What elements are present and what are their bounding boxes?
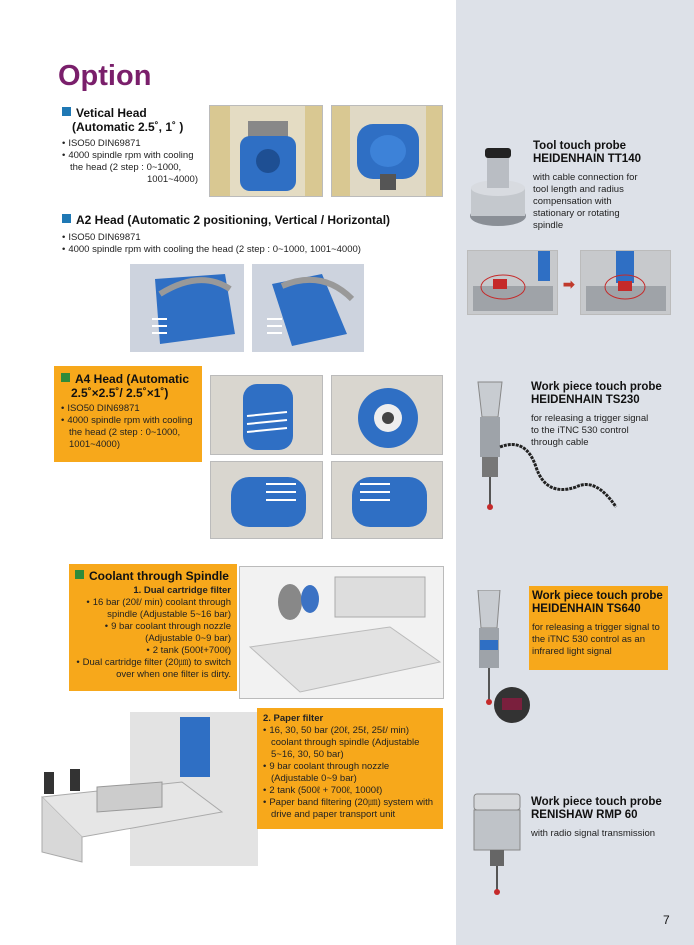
- tt140-info: Tool touch probe HEIDENHAIN TT140 with cable connection for tool length and radius compensation with stationary or rotating spindle: [533, 140, 683, 232]
- tt140-probe-icon: [465, 138, 531, 230]
- paper-filter-section: 2. Paper filter • 16, 30, 50 bar (20ℓ, 25ℓ, 25ℓ/ min) coolant through spindle (Adjustable 5~16, 30, 50 bar) • 9 bar coolant through nozzle (Adjustable 0~9 bar) • 2 tank (500ℓ + 700ℓ, 1000ℓ) • Paper band filtering (20㎛) system with drive and paper transport unit: [257, 708, 443, 829]
- rmp60-model: RENISHAW RMP 60: [531, 809, 638, 821]
- ts640-model: HEIDENHAIN TS640: [532, 603, 641, 615]
- a4-head-photo-1: [210, 375, 323, 455]
- a2-head-photo-1: [130, 264, 244, 352]
- machine-table-image: [468, 251, 558, 315]
- paper-filter-heading: 2. Paper filter: [263, 713, 324, 724]
- ts230-info: Work piece touch probe HEIDENHAIN TS230 for releasing a trigger signal to the iTNC 530 control through cable: [531, 381, 681, 449]
- a4-head-section: A4 Head (Automatic 2.5˚×2.5˚/ 2.5˚×1˚) • ISO50 DIN69871 • 4000 spindle rpm with cooling the head (2 step : 0~1000, 1001~4000): [54, 366, 202, 462]
- a4-head-photo-3: [210, 461, 323, 539]
- dual-cartridge-heading: 1. Dual cartridge filter: [133, 585, 231, 596]
- a4-head-photo-4: [331, 461, 443, 539]
- a2-head-photo-2: [252, 264, 364, 352]
- dual-filter-photo: [239, 566, 444, 699]
- rmp60-info: Work piece touch probe RENISHAW RMP 60 with radio signal transmission: [531, 796, 681, 840]
- machine-head-image: [210, 106, 323, 197]
- vertical-head-title: Vetical Head: [76, 106, 147, 120]
- tt140-photo-after: [580, 250, 671, 315]
- tt140-photo-before: [467, 250, 558, 315]
- vertical-head-photo-1: [209, 105, 323, 197]
- page-number: 7: [663, 913, 670, 927]
- bullet-square-icon: [62, 214, 71, 223]
- vertical-head-spec: ISO50 DIN69871: [68, 138, 141, 149]
- machine-head-image: [332, 462, 443, 539]
- a2-head-title: A2 Head (Automatic 2 positioning, Vertical / Horizontal): [76, 213, 391, 227]
- machine-head-image: [211, 376, 323, 455]
- bullet-square-icon: [75, 570, 84, 579]
- ts230-model: HEIDENHAIN TS230: [531, 394, 640, 406]
- bullet-square-icon: [62, 107, 71, 116]
- paper-filter-photo: [22, 712, 258, 866]
- bullet-square-icon: [61, 373, 70, 382]
- vertical-head-photo-2: [331, 105, 443, 197]
- coolant-section: Coolant through Spindle 1. Dual cartridge filter • 16 bar (20ℓ/ min) coolant through spindle (Adjustable 5~16 bar) • 9 bar coolant through nozzle (Adjustable 0~9 bar) • 2 tank (500ℓ+700ℓ) • Dual cartridge filter (20㎛) to switch over when one filter is dirty.: [69, 564, 237, 691]
- filter-unit-image: [22, 712, 258, 866]
- page-title: Option: [58, 60, 152, 92]
- filter-unit-image: [240, 567, 444, 699]
- machine-head-image: [332, 106, 443, 197]
- a2-head-section: A2 Head (Automatic 2 positioning, Vertical / Horizontal) • ISO50 DIN69871 • 4000 spindle rpm with cooling the head (2 step : 0~1000, 1001~4000): [62, 213, 391, 255]
- coolant-title: Coolant through Spindle: [89, 569, 229, 583]
- ts640-info: Work piece touch probe HEIDENHAIN TS640 for releasing a trigger signal to the iTNC 530 control as an infrared light signal: [529, 586, 668, 670]
- tt140-model: HEIDENHAIN TT140: [533, 153, 641, 165]
- vertical-head-subtitle: (Automatic 2.5˚, 1˚ ): [72, 120, 184, 134]
- a4-head-title: A4 Head (Automatic: [75, 372, 190, 386]
- machine-head-image: [252, 264, 364, 352]
- machine-head-image: [211, 462, 323, 539]
- arrow-right-icon: ➡: [563, 276, 575, 292]
- machine-head-image: [332, 376, 443, 455]
- a4-head-photo-2: [331, 375, 443, 455]
- vertical-head-section: Vetical Head (Automatic 2.5˚, 1˚ ) • ISO50 DIN69871 • 4000 spindle rpm with cooling the head (2 step : 0~1000, 1001~4000): [62, 106, 202, 186]
- machine-head-image: [130, 264, 244, 352]
- rmp60-probe-icon: [470, 792, 525, 900]
- machine-table-image: [581, 251, 671, 315]
